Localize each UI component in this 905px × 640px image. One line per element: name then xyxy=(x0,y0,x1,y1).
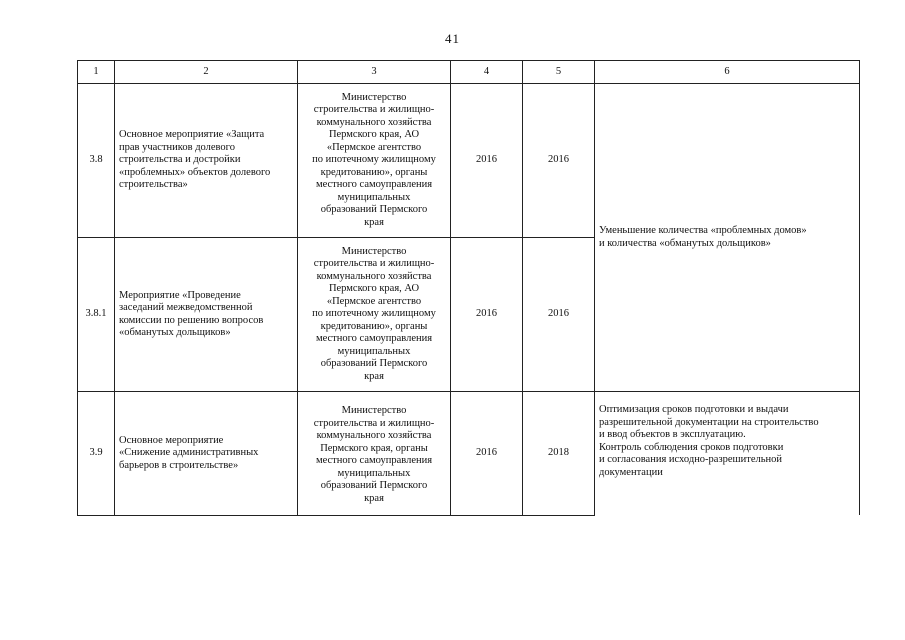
executor xyxy=(298,238,451,392)
table-header-row xyxy=(78,61,860,84)
header-col-3: 3 xyxy=(298,61,451,84)
header-col-5: 5 xyxy=(523,61,595,84)
row-number: 3.8 xyxy=(78,84,115,238)
end-year: 2018 xyxy=(523,392,595,516)
expected-result-text: Уменьшение количества «проблемных домов» и количества «обманутых дольщиков» xyxy=(599,225,807,249)
table-row xyxy=(78,392,860,516)
executor-text: Министерство строительства и жилищно- коммунального хозяйства Пермского края, АО «Пермское агентство по ипотечному жилищному кредитованию», органы местного самоуправления муниципальных образований Пермского края xyxy=(312,91,436,228)
measure-name xyxy=(115,238,298,392)
header-col-1: 1 xyxy=(78,61,115,84)
measure-name-text: Мероприятие «Проведение заседаний межведомственной комиссии по решению вопросов «обманутых дольщиков» xyxy=(119,289,264,338)
executor-text: Министерство строительства и жилищно- коммунального хозяйства Пермского края, органы местного самоуправления муниципальных образований Пермского края xyxy=(313,405,435,504)
row-number: 3.9 xyxy=(78,392,115,516)
executor xyxy=(298,84,451,238)
executor xyxy=(298,392,451,516)
measure-name-text: Основное мероприятие «Защита прав участников долевого строительства и достройки «проблемных» объектов долевого строительства» xyxy=(119,129,271,191)
header-col-2: 2 xyxy=(115,61,298,84)
table-row xyxy=(78,84,860,238)
measure-name-text: Основное мероприятие «Снижение административных барьеров в строительстве» xyxy=(119,434,259,471)
start-year: 2016 xyxy=(451,392,523,516)
page-number: 41 xyxy=(445,31,460,46)
measure-name xyxy=(115,84,298,238)
row-number: 3.8.1 xyxy=(78,238,115,392)
expected-result xyxy=(595,84,860,392)
start-year: 2016 xyxy=(451,238,523,392)
expected-result xyxy=(595,392,860,516)
measures-table xyxy=(77,60,860,516)
start-year: 2016 xyxy=(451,84,523,238)
end-year: 2016 xyxy=(523,84,595,238)
executor-text: Министерство строительства и жилищно- коммунального хозяйства Пермского края, АО «Пермское агентство по ипотечному жилищному кредитованию», органы местного самоуправления муниципальных образований Пермского края xyxy=(312,245,436,382)
header-col-6: 6 xyxy=(595,61,860,84)
expected-result-text: Оптимизация сроков подготовки и выдачи разрешительной документации на строительство и ввод объектов в эксплуатацию. Контроль соблюдения сроков подготовки и согласования исходно-разрешительной документации xyxy=(599,404,819,478)
measure-name xyxy=(115,392,298,516)
header-col-4: 4 xyxy=(451,61,523,84)
end-year: 2016 xyxy=(523,238,595,392)
